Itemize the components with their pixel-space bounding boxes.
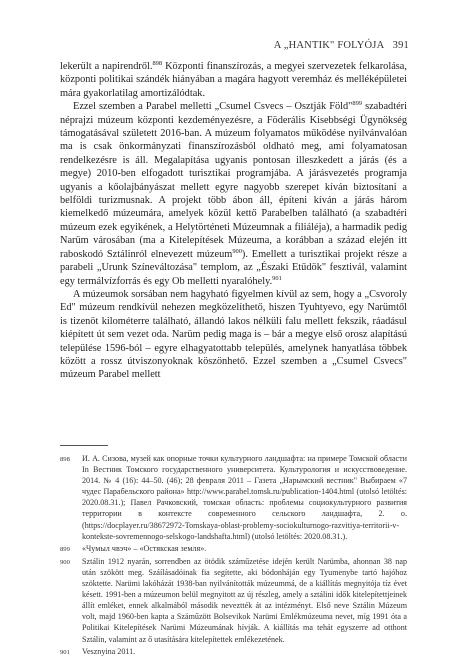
body-paragraph <box>60 100 407 288</box>
footnote-ref: 900 <box>232 247 242 255</box>
footnote-number: 900 <box>60 558 70 566</box>
footnote <box>60 556 407 645</box>
main-text <box>60 60 407 382</box>
footnote-ref: 901 <box>272 274 282 282</box>
footnote <box>60 453 407 542</box>
running-head <box>274 40 409 51</box>
text-run: ). Emellett a turisztikai projekt része a parabeli „Urunk Színeváltozása" templom, az „Északi Etűdök" fesztivál, valamint egy termálvízforrás és egy Ob melletti nyaralóhely. <box>60 248 407 287</box>
text-run: szabadtéri néprajzi múzeum központi kezdeményezésre, a Föderális Kisebbségi Ügynökség támogatásával született 2016-ban. A múzeum folyamatos működése nyilvánvalóan ma is csak önkormányzati finanszírozásból oldható meg, ami folyamatosan rendelkezésre is áll. Megalapítása ugyanis pontosan illeszkedett a járás (és a megye) 2010-ben elfogadott turisztikai programjába. A járásvezetés programja ugyanis a kőolajbányászat mellett egyre nagyobb szerepet kíván biztosítani a belföldi turizmusnak. A projekt több ábon áll, építeni kíván a járás három kiemelkedő múzeumára, amelyek közül kettő Parabelben található (a szabadtéri múzeum ezek egyikének, a Helytörténeti Múzeumnak a filiáléja), a harmadik pedig Narüm városában (ma a Kitelepítések Múzeuma, a korábban a század elején itt raboskodó Sztálinról elnevezett múzeum <box>60 101 407 260</box>
footnote-text: И. А. Сизова, музей как опорные точки культурного ландшафта: на примере Томской области In Вестник Томского государственного университета. Культурология и искусствоведение. 2014. № 4 (16): 44–50. (46); 28 февраля 2011 – Газета „Нарымский вестник" Выбираем «7 чудес Парабельского района» http://www.parabel.tomsk.ru/publication-1404.html (utolsó letöltés: 2020.08.31.); Павел Рачковский, томская область: проблемы социокультурного развития территории в контексте современного сельского ландшафта, 2. o. (https://docplayer.ru/38672972-Tomskaya-oblast-problemy-sociokulturnogo-razvitiya-territorii-v-kontekste-sovremennogo-selskogo-landshafta.html) (utolsó letöltés: 2020.08.31.). <box>82 454 407 541</box>
text-run: Ezzel szemben a Parabel melletti „Csumel Csvecs – Osztják Föld" <box>73 101 353 113</box>
footnote <box>60 646 407 658</box>
footnote <box>60 543 407 555</box>
footnote-number: 901 <box>60 648 70 656</box>
footnote-separator <box>60 445 108 446</box>
text-run: A múzeumok sorsában nem hagyható figyelmen kívül az sem, hogy a „Csvoroly Ed" múzeum rendkívül nehezen megközelíthető, hiszen Tyuhtyevo, egy Narümtől is tizenöt kilométerre található, állandó lakos nélküli falu mellett fekszik, ráadásul kiépített út sem vezet oda. Narüm pedig maga is – bár a megye első orosz alapítású települése 1596-ból – egyre elhagyatottabb település, amelynek hanyatlása többek között a rossz útviszonyoknak köszönhető. Ezzel szemben a „Csumel Csvecs" múzeum Parabel mellett <box>60 288 407 381</box>
footnote-number: 898 <box>60 456 70 463</box>
body-paragraph <box>60 60 407 100</box>
footnote-ref: 898 <box>152 60 163 67</box>
running-title: A „HANTIK" FOLYÓJA <box>273 40 384 51</box>
page-number: 391 <box>392 40 409 51</box>
footnote-ref: 899 <box>352 100 362 108</box>
text-run: lekerült a napirendről. <box>60 61 153 72</box>
footnotes <box>60 453 407 659</box>
footnote-text: Sztálin 1912 nyarán, sorrendben az ötödik száműzetése idején került Narümba, ahonnan 38 nap után szökött meg. Száílásadóinak fia segítette, aki bódonháján egy Tyumenybe tartó hajóhoz szöktette. Narümi lakóházát 1938-ban nyilvánították múzeummá, de a kiállítás megnyitója tíz évet késett. 1991-ben a múzeumon belül megnyitott az új részleg, amely a sztálini idők kitelepítettjeinek állít emléket, ennek alkalmából második neveztték át az intézményt. Első neve Sztálin Múzeum volt, majd 1960-ben kapta a Száműzött Bolsevikok Narümi Emlékmúzeuma nevet, míg 1991 óta a Politikai Kitelepítések Narümi Múzeumának hívják. A kiállítás ma tehát egyszerre ad otthont Sztálin, valamint az ő utasítására kitelepítettek emlékezetének. <box>82 556 407 644</box>
body-paragraph <box>60 288 407 382</box>
footnote-text: «Чумыл чвэч» – «Остякская земля». <box>82 543 207 553</box>
footnote-number: 899 <box>60 545 70 553</box>
text-run: Központi finanszírozás, a megyei szervezetek felkarolása, központi politikai szándék hiányában a magára hagyott veremház és melléképületei mára gyakorlatilag amortizálódtak. <box>60 61 407 99</box>
footnote-text: Vesznyina 2011. <box>82 646 136 656</box>
